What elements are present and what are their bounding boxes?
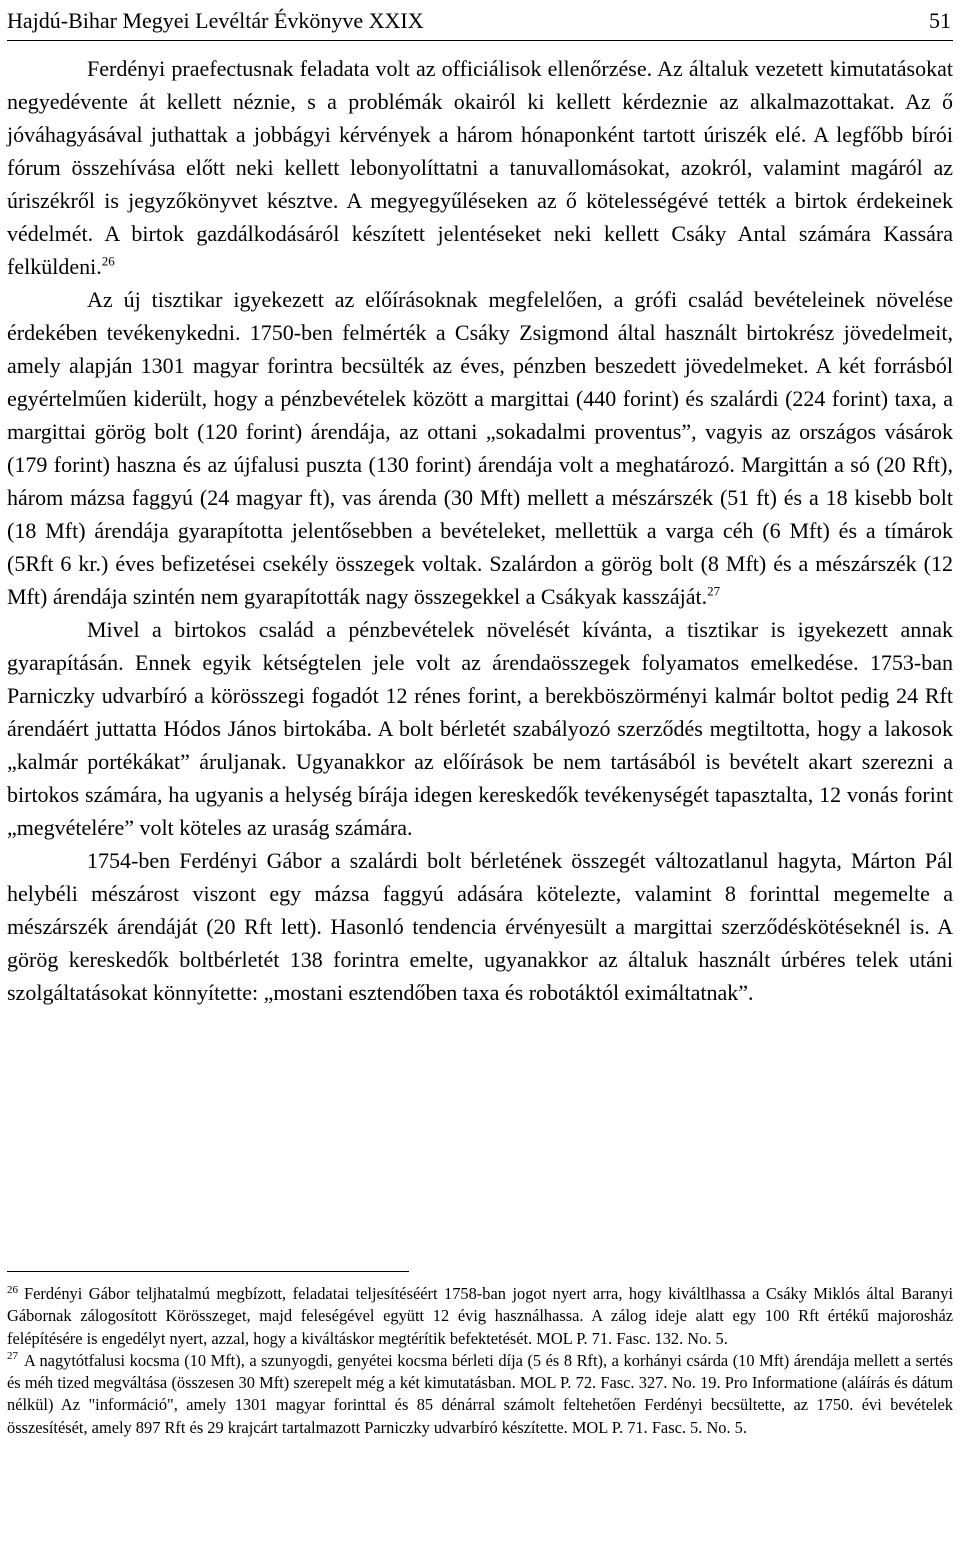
document-page	[7, 0, 953, 1437]
paragraph-text: 1754-ben Ferdényi Gábor a szalárdi bolt bérletének összegét változatlanul hagyta, Márton Pál helybéli mészárost viszont egy mázsa faggyú adására kötelezte, valamint 8 forinttal megemelte a mészárszék árendáját (20 Rft lett). Hasonló tendencia érvényesült a margittai szerződéskötéseknél is. A görög kereskedők boltbérletét 138 forintra emelte, ugyanakkor az általuk használt úrbéres telek utáni szolgáltatásokat könnyítette: „mostani esztendőben taxa és robotáktól eximáltatnak”.	[7, 848, 953, 1005]
footnote-text: A nagytótfalusi kocsma (10 Mft), a szunyogdi, genyétei kocsma bérleti díja (5 és 8 Rft), a korhányi csárda (10 Mft) árendája mellett a sertés és méh tized megváltása (összesen 30 Mft) szerepelt még a két kimutatásban. MOL P. 72. Fasc. 327. No. 19. Pro Informatione (aláírás és dátum nélkül) Az "információ", amely 1301 magyar forinttal és 85 dénárral számolt feltehetően Ferdényi becsültette, az 1750. évi bevételek összesítését, amely 897 Rft és 29 krajcárt tartalmazott Parniczky udvarbíró készítette. MOL P. 71. Fasc. 5. No. 5.	[7, 1350, 953, 1437]
paragraph	[7, 52, 953, 283]
running-header-title: Hajdú-Bihar Megyei Levéltár Évkönyve XXIX	[7, 8, 424, 33]
footnote-text: Ferdényi Gábor teljhatalmú megbízott, feladatai teljesítéséért 1758-ban jogot nyert arra, hogy kiváltlhassa a Csáky Miklós által Baranyi Gábornak zálogosított Körösszeget, majd feleségével együtt 12 évig használhassa. A zálog ideje alatt egy 100 Rft értékű majorosház felépítésére is engedélyt nyert, azzal, hogy a kiváltáskor megtérítik befektetését. MOL P. 71. Fasc. 132. No. 5.	[7, 1284, 953, 1348]
footnote-number: 26	[7, 1283, 18, 1296]
footnote	[7, 1350, 953, 1439]
paragraph-text: Az új tisztikar igyekezett az előírásoknak megfelelően, a grófi család bevételeinek növelése érdekében tevékenykedni. 1750-ben felmérték a Csáky Zsigmond által használt birtokrész jövedelmeit, amely alapján 1301 magyar forintra becsülték az éves, pénzben beszedett jövedelmeket. A két forrásból egyértelműen kiderült, hogy a pénzbevételek között a margittai (440 forint) és szalárdi (224 forint) taxa, a margittai görög bolt (120 forint) árendája, az ottani „sokadalmi proventus”, vagyis az országos vásárok (179 forint) haszna és az újfalusi puszta (130 forint) árendája volt a meghatározó. Margittán a só (20 Rft), három mázsa faggyú (24 magyar ft), vas árenda (30 Mft) mellett a mészárszék (51 ft) és a 18 kisebb bolt (18 Mft) árendája gyarapította jelentősebben a bevételeket, mellettük a varga céh (6 Mft) és a tímárok (5Rft 6 kr.) éves befizetései csekély összegek voltak. Szalárdon a görög bolt (8 Mft) és a mészárszék (12 Mft) árendája szintén nem gyarapították nagy összegekkel a Csákyak kasszáját.	[7, 287, 953, 609]
footnote-reference[interactable]: 26	[101, 253, 115, 269]
footnotes	[7, 1283, 953, 1439]
paragraph-text: Mivel a birtokos család a pénzbevételek növelését kívánta, a tisztikar is igyekezett annak gyarapításán. Ennek egyik kétségtelen jele volt az árendaösszegek folyamatos emelkedése. 1753-ban Parniczky udvarbíró a körösszegi fogadót 12 rénes forint, a berekböszörményi kalmár boltot pedig 24 Rft árendáért juttatta Hódos János birtokába. A bolt bérletét szabályozó szerződés megtiltotta, hogy a lakosok „kalmár portékákat” árulјanak. Ugyanakkor az előírások be nem tartásából is bevételt akart szerezni a birtokos számára, ha ugyanis a helység bírája idegen kereskedők tevékenységét tapasztalta, 12 vonás forint „megvételére” volt köteles az uraság számára.	[7, 617, 953, 840]
footnote-reference[interactable]: 27	[707, 583, 721, 599]
running-header	[7, 0, 953, 41]
paragraph	[7, 844, 953, 1009]
body-text	[7, 52, 953, 1009]
paragraph	[7, 283, 953, 613]
paragraph-text: Ferdényi praefectusnak feladata volt az officiálisok ellenőrzése. Az általuk vezetett kimutatásokat negyedévente át kellett néznie, s a problémák okairól ki kellett kérdeznie az alkalmazottakat. Az ő jóváhagyásával juthattak a jobbágyi kérvények a három hónaponként tartott úriszék elé. A legfőbb bírói fórum összehívása előtt neki kellett lebonyolíttatni a tanuvallomásokat, azokról, valamint magáról az úriszékről is jegyzőkönyvet késztve. A megyegyűléseken az ő kötelességévé tették a birtok érdekeinek védelmét. A birtok gazdálkodásáról készített jelentéseket neki kellett Csáky Antal számára Kassára felküldeni.	[7, 56, 953, 279]
page-number: 51	[929, 8, 951, 33]
footnote-separator	[7, 1271, 409, 1272]
footnote	[7, 1283, 953, 1350]
paragraph	[7, 613, 953, 844]
footnote-number: 27	[7, 1350, 18, 1363]
